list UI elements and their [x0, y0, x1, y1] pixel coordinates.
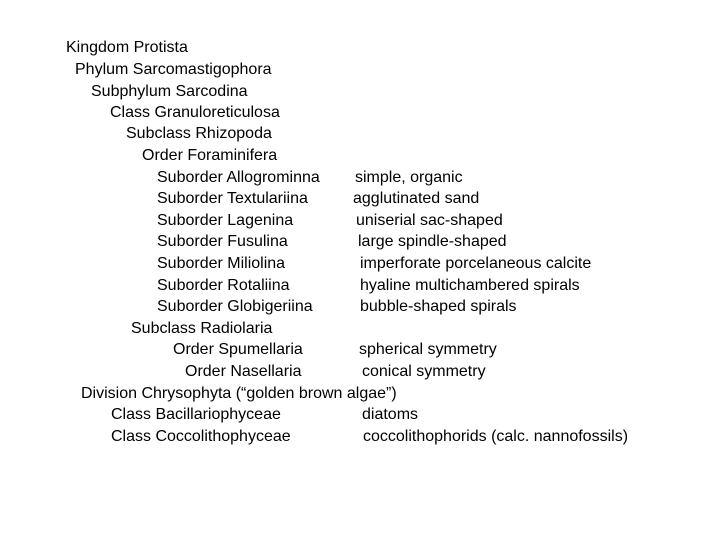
suborder-fusulina: Suborder Fusulina [157, 233, 288, 250]
class-bacillariophyceae: Class Bacillariophyceae [111, 406, 281, 423]
suborder-textulariina: Suborder Textulariina [157, 190, 308, 207]
subphylum-label: Subphylum Sarcodina [91, 83, 248, 100]
order-spumellaria-description: spherical symmetry [359, 341, 497, 358]
subclass-radiolaria-label: Subclass Radiolaria [131, 320, 273, 337]
order-nasellaria: Order Nasellaria [185, 363, 302, 380]
suborder-lagenina: Suborder Lagenina [157, 212, 294, 229]
class-bacillariophyceae-description: diatoms [362, 406, 419, 423]
suborder-globigeriina: Suborder Globigeriina [157, 298, 313, 315]
suborder-fusulina-description: large spindle-shaped [358, 233, 507, 250]
class-coccolithophyceae: Class Coccolithophyceae [111, 428, 291, 445]
class-coccolithophyceae-description: coccolithophorids (calc. nannofossils) [363, 428, 629, 445]
order-foraminifera-label: Order Foraminifera [142, 147, 278, 164]
suborder-miliolina: Suborder Miliolina [157, 255, 286, 272]
suborder-lagenina-description: uniserial sac-shaped [356, 212, 503, 229]
suborder-rotaliina: Suborder Rotaliina [157, 277, 290, 294]
division-chrysophyta-label: Division Chrysophyta (“golden brown algae”) [81, 385, 397, 402]
subclass-rhizopoda-label: Subclass Rhizopoda [126, 125, 272, 142]
order-nasellaria-description: conical symmetry [362, 363, 486, 380]
suborder-textulariina-description: agglutinated sand [353, 190, 480, 207]
suborder-rotaliina-description: hyaline multichambered spirals [360, 277, 580, 294]
suborder-globigeriina-description: bubble-shaped spirals [360, 298, 517, 315]
class-granuloreticulosa-label: Class Granuloreticulosa [110, 104, 280, 121]
suborder-allogrominna: Suborder Allogrominna [157, 169, 320, 186]
phylum-label: Phylum Sarcomastigophora [75, 61, 272, 78]
kingdom-label: Kingdom Protista [66, 39, 188, 56]
suborder-allogrominna-description: simple, organic [355, 169, 463, 186]
suborder-miliolina-description: imperforate porcelaneous calcite [360, 255, 592, 272]
order-spumellaria: Order Spumellaria [173, 341, 303, 358]
